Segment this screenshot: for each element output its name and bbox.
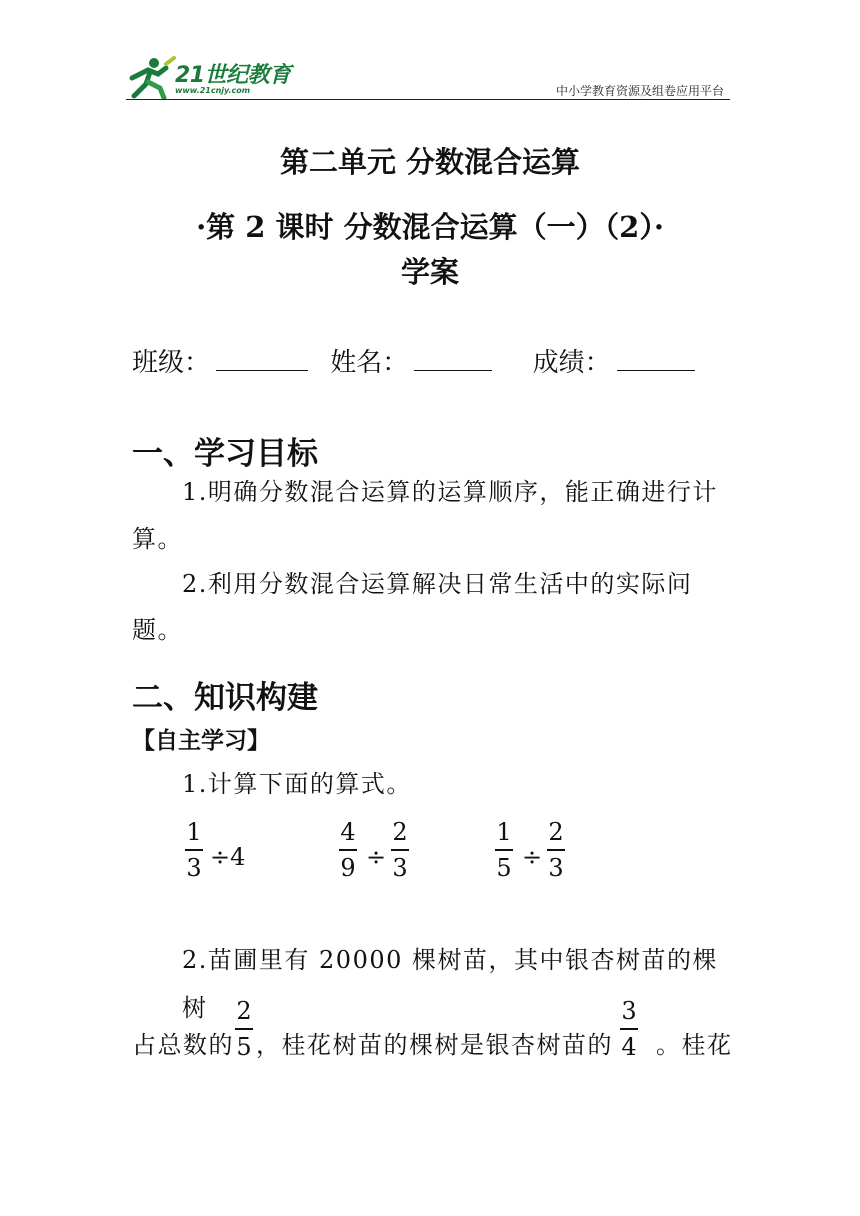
q2-fraction-a: [235, 997, 253, 1061]
fraction-bar: [547, 849, 565, 851]
expr3-numerator2: 2: [548, 818, 564, 846]
fraction-bar: [235, 1028, 253, 1030]
expr3-denominator1: 5: [496, 853, 512, 882]
header-divider: [126, 99, 730, 100]
section2-heading: 二、知识构建: [132, 680, 318, 716]
fraction-bar: [495, 849, 513, 851]
section1-heading: 一、学习目标: [132, 436, 318, 472]
name-blank[interactable]: [414, 340, 492, 371]
expr2-numerator2: 2: [392, 818, 408, 846]
goal-2-cont: 题。: [132, 616, 183, 644]
q2-fraction-b: [620, 997, 638, 1061]
runner-logo-icon: [126, 56, 176, 100]
expr3-operator: ÷: [522, 843, 543, 871]
expr1-fraction: [185, 818, 203, 882]
expr1-denominator: 3: [186, 853, 202, 882]
expr3-numerator1: 1: [496, 818, 512, 846]
fraction-bar: [339, 849, 357, 851]
question-2-line2-b: ，桂花树苗的棵树是银杏树苗的: [256, 1031, 613, 1059]
lesson-subtitle: 学案: [400, 255, 459, 289]
expr2-fraction2: [391, 818, 409, 882]
logo-text: 21世纪教育: [175, 63, 291, 88]
q2-fraction-b-numerator: 3: [621, 997, 637, 1025]
fraction-bar: [185, 849, 203, 851]
lesson-title: ·第 2 课时 分数混合运算（一）（2）·: [196, 210, 664, 244]
name-label: 姓名：: [330, 348, 409, 378]
expr1-operator: ÷4: [210, 843, 246, 871]
unit-title: 第二单元 分数混合运算: [279, 145, 581, 179]
q2-fraction-a-numerator: 2: [236, 997, 252, 1025]
self-study-label: 【自主学习】: [132, 728, 270, 754]
question-2-line2-c: 。桂花: [656, 1031, 733, 1059]
question-2-line1: 2.苗圃里有 20000 棵树苗，其中银杏树苗的棵树: [182, 946, 719, 1022]
expr2-denominator2: 3: [392, 853, 408, 882]
question-2-line2-a: 占总数的: [132, 1031, 234, 1059]
q2-fraction-a-denominator: 5: [236, 1032, 252, 1061]
expr2-fraction1: [339, 818, 357, 882]
fraction-bar: [620, 1028, 638, 1030]
expr3-fraction1: [495, 818, 513, 882]
logo-url: www.21cnjy.com: [175, 86, 251, 95]
header-tagline: 中小学教育资源及组卷应用平台: [555, 84, 724, 98]
expr2-operator: ÷: [366, 843, 387, 871]
goal-1-line1: 1.明确分数混合运算的运算顺序，能正确进行计: [182, 478, 718, 506]
goal-1-cont: 算。: [132, 525, 183, 553]
fraction-bar: [391, 849, 409, 851]
goal-2: [132, 560, 732, 608]
expr2-numerator1: 4: [340, 818, 356, 846]
student-fields: [132, 340, 695, 379]
class-blank[interactable]: [216, 340, 308, 371]
goal-1: [132, 468, 732, 516]
score-blank[interactable]: [617, 340, 695, 371]
q2-fraction-b-denominator: 4: [621, 1032, 637, 1061]
goal-2-line1: 2.利用分数混合运算解决日常生活中的实际问: [182, 570, 693, 598]
expr3-denominator2: 3: [548, 853, 564, 882]
expr3-fraction2: [547, 818, 565, 882]
expr2-denominator1: 9: [340, 853, 356, 882]
question-1: 1.计算下面的算式。: [182, 770, 412, 798]
expr1-numerator: 1: [186, 818, 202, 846]
class-label: 班级：: [132, 348, 211, 378]
score-label: 成绩：: [532, 348, 611, 378]
